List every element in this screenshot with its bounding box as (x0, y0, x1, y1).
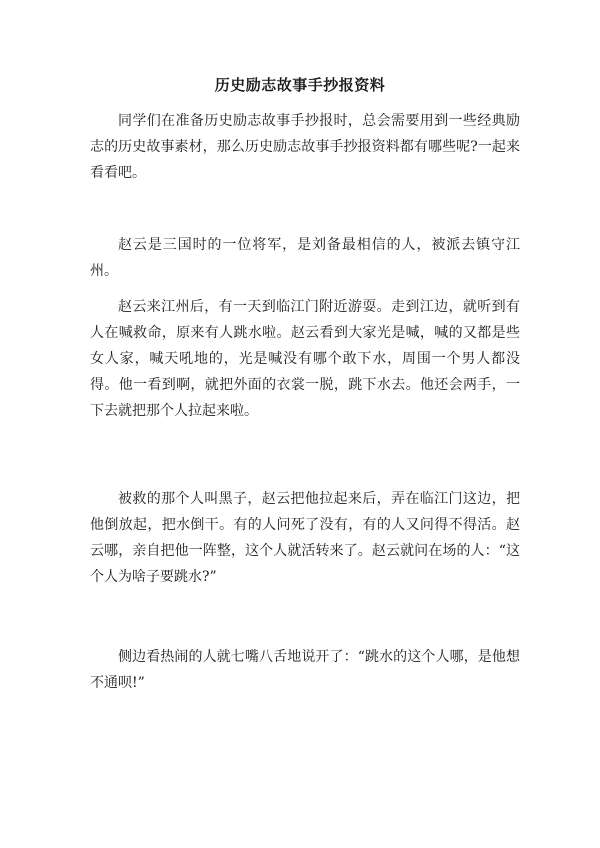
paragraph-intro: 同学们在准备历史励志故事手抄报时，总会需要用到一些经典励志的历史故事素材，那么历史励志故事手抄报资料都有哪些呢?一起来看看吧。 (90, 113, 520, 181)
paragraph-crowd: 侧边看热闹的人就七嘴八舌地说开了：“跳水的这个人哪，是他想不通呗!” (90, 649, 520, 691)
document-title: 历史励志故事手抄报资料 (214, 76, 386, 94)
paragraph-revive: 被救的那个人叫黑子，赵云把他拉起来后，弄在临江门这边，把他倒放起，把水倒干。有的人问死了没有，有的人又问得不得活。赵云哪，亲自把他一阵整，这个人就活转来了。赵云就问在场的人：“这个人为啥子要跳水?” (90, 491, 520, 585)
paragraph-rescue: 赵云来江州后，有一天到临江门附近游耍。走到江边，就听到有人在喊救命，原来有人跳水啦。赵云看到大家光是喊，喊的又都是些女人家，喊天吼地的，光是喊没有哪个敢下水，周围一个男人都没得。他一看到啊，就把外面的衣裳一脱，跳下水去。他还会两手，一下去就把那个人拉起来啦。 (90, 299, 520, 419)
paragraph-zhaoyun-intro: 赵云是三国时的一位将军，是刘备最相信的人，被派去镇守江州。 (90, 237, 520, 279)
